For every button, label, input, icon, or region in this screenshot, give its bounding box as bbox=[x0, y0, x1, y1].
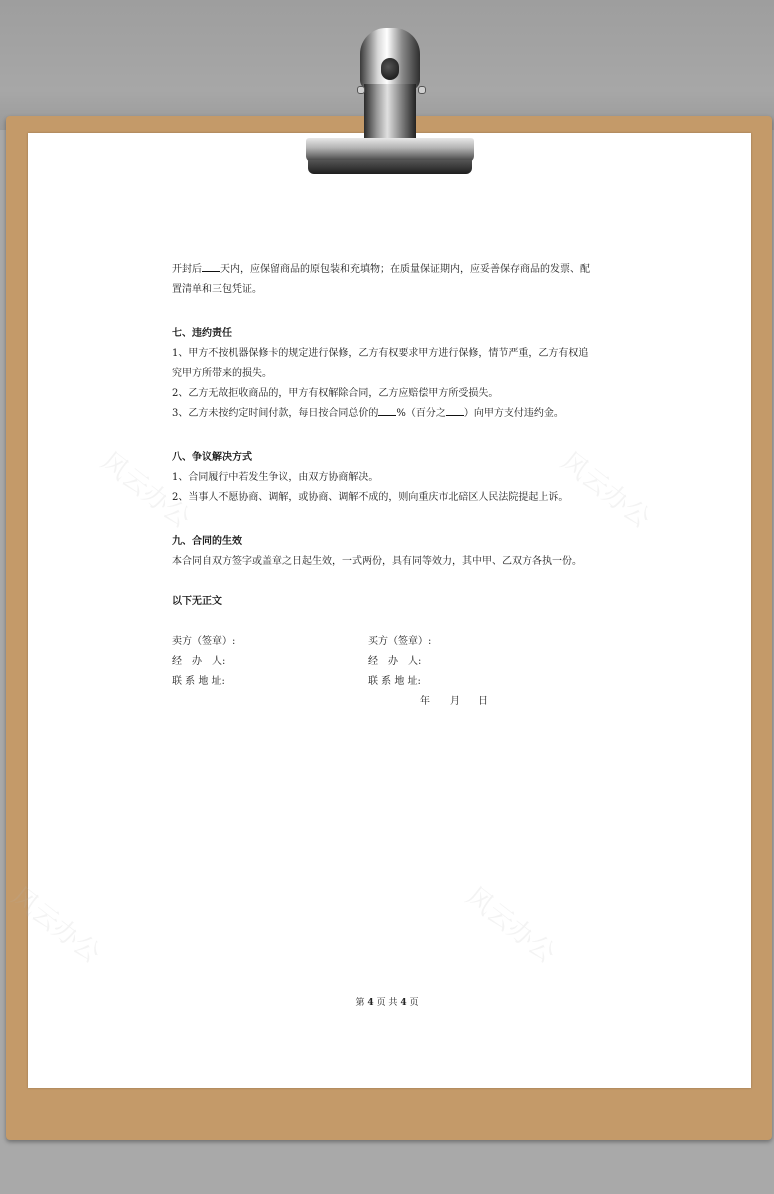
footer-text: 页 共 bbox=[376, 998, 398, 1008]
paragraph-line bbox=[172, 260, 612, 280]
address-row bbox=[172, 672, 612, 692]
contract-text bbox=[172, 260, 612, 712]
fill-blank bbox=[446, 404, 464, 416]
clip-rivet-icon bbox=[357, 86, 365, 94]
date-day-label: 日 bbox=[478, 696, 488, 707]
text-span: 3、乙方未按约定时间付款，每日按合同总价的 bbox=[172, 408, 379, 419]
page-total: 4 bbox=[400, 998, 407, 1008]
section-heading-7: 七、违约责任 bbox=[172, 328, 232, 339]
text-span: ）向甲方支付违约金。 bbox=[463, 408, 564, 419]
buyer-agent-label: 经 办 人: bbox=[368, 656, 422, 667]
section-heading-8: 八、争议解决方式 bbox=[172, 452, 252, 463]
text-span: 天内，应保留商品的原包装和充填物；在质量保证期内，应妥善保存商品的发票、配 bbox=[220, 264, 590, 275]
fill-blank bbox=[378, 404, 396, 416]
date-month-label: 月 bbox=[450, 696, 460, 707]
clip-stem bbox=[364, 84, 416, 140]
watermark: 风云办公 bbox=[5, 881, 106, 970]
clip-base-shadow bbox=[308, 160, 472, 174]
text-span: 开封后 bbox=[172, 264, 202, 275]
paragraph-line: 究甲方所带来的损失。 bbox=[172, 368, 272, 379]
agent-row bbox=[172, 652, 612, 672]
clip-base bbox=[306, 138, 474, 162]
page-footer bbox=[0, 995, 774, 1008]
paragraph-line: 置清单和三包凭证。 bbox=[172, 284, 262, 295]
paragraph-line: 2、当事人不愿协商、调解，或协商、调解不成的，则向重庆市北碚区人民法院提起上诉。 bbox=[172, 492, 569, 503]
paragraph-line bbox=[172, 404, 612, 424]
fill-blank bbox=[202, 260, 220, 272]
section-heading-9: 九、合同的生效 bbox=[172, 536, 242, 547]
watermark: 风云办公 bbox=[95, 446, 196, 535]
page-number: 4 bbox=[367, 998, 374, 1008]
buyer-signature-label: 买方（签章）: bbox=[368, 636, 432, 647]
watermark: 风云办公 bbox=[460, 881, 561, 970]
paragraph-line: 1、甲方不按机器保修卡的规定进行保修，乙方有权要求甲方进行保修，情节严重，乙方有权追 bbox=[172, 348, 589, 359]
seller-address-label: 联 系 地 址: bbox=[172, 676, 225, 687]
seller-signature-label: 卖方（签章）: bbox=[172, 636, 236, 647]
watermark: 风云办公 bbox=[555, 446, 656, 535]
date-row bbox=[172, 692, 612, 712]
buyer-address-label: 联 系 地 址: bbox=[368, 676, 421, 687]
footer-text: 第 bbox=[355, 998, 365, 1008]
footer-text: 页 bbox=[409, 998, 419, 1008]
seller-agent-label: 经 办 人: bbox=[172, 656, 226, 667]
end-note: 以下无正文 bbox=[172, 596, 222, 607]
paragraph-line: 1、合同履行中若发生争议，由双方协商解决。 bbox=[172, 472, 379, 483]
signature-row bbox=[172, 632, 612, 652]
clip-hole bbox=[381, 58, 399, 80]
clip-rivet-icon bbox=[418, 86, 426, 94]
text-span: %（百分之 bbox=[396, 408, 446, 419]
date-year-label: 年 bbox=[420, 696, 430, 707]
paragraph-line: 本合同自双方签字或盖章之日起生效，一式两份，具有同等效力，其中甲、乙双方各执一份。 bbox=[172, 556, 582, 567]
paragraph-line: 2、乙方无故拒收商品的，甲方有权解除合同，乙方应赔偿甲方所受损失。 bbox=[172, 388, 499, 399]
